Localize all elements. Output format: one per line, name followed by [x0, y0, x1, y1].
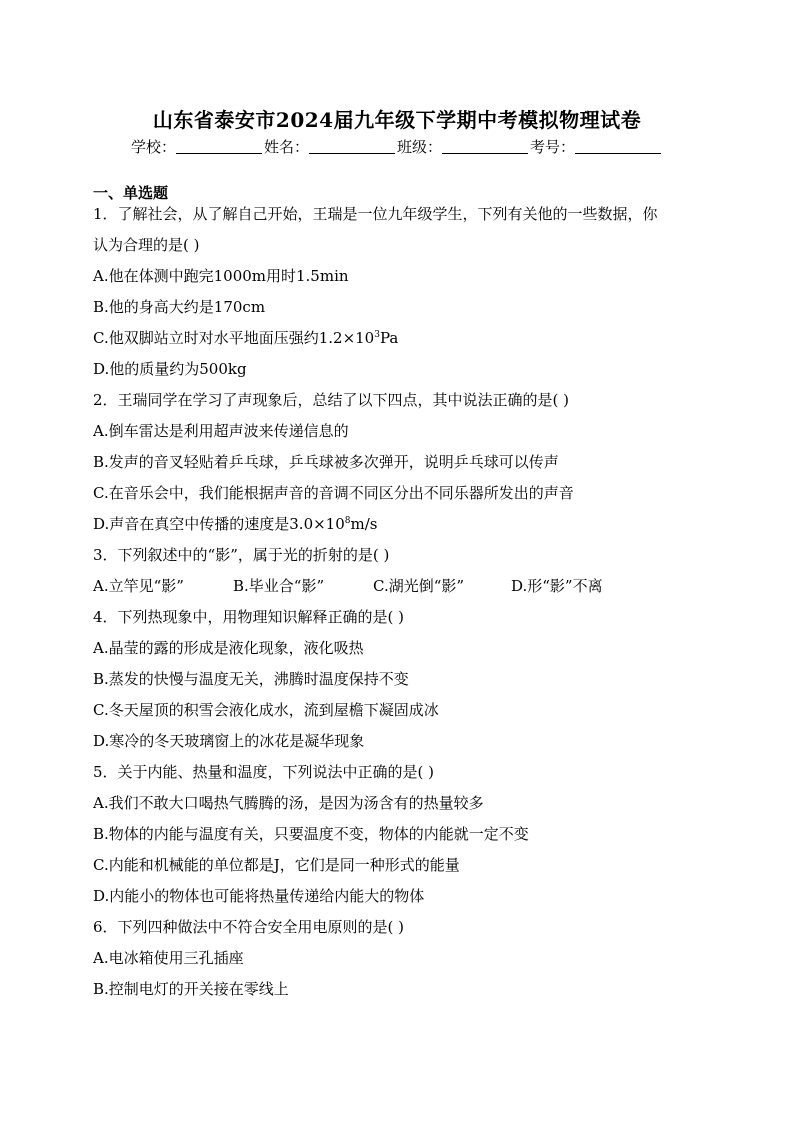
question-3-options — [93, 571, 603, 602]
question-4-option-b: B.蒸发的快慢与温度无关，沸腾时温度保持不变 — [93, 670, 409, 688]
option-d-text: D.声音在真空中传播的速度是3.0×10 — [93, 515, 345, 533]
question-3-option-c: C.湖光倒“影” — [373, 577, 465, 595]
question-5-option-a: A.我们不敢大口喝热气腾腾的汤，是因为汤含有的热量较多 — [93, 794, 484, 812]
question-2-stem: 2．王瑞同学在学习了声现象后，总结了以下四点，其中说法正确的是( ) — [93, 391, 570, 409]
question-3-option-b: B.毕业合“影” — [233, 577, 325, 595]
question-6-stem: 6．下列四种做法中不符合安全用电原则的是( ) — [93, 918, 405, 936]
question-1-stem-line2: 认为合理的是( ) — [93, 236, 200, 254]
question-3-stem: 3．下列叙述中的“影”，属于光的折射的是( ) — [93, 546, 390, 564]
question-1-option-a: A.他在体测中跑完1000m用时1.5min — [93, 267, 349, 285]
question-5-stem: 5．关于内能、热量和温度，下列说法中正确的是( ) — [93, 763, 435, 781]
question-6-option-a: A.电冰箱使用三孔插座 — [93, 949, 244, 967]
question-4-option-c: C.冬天屋顶的积雪会液化成水，流到屋檐下凝固成冰 — [93, 701, 439, 719]
option-d-unit: m/s — [350, 515, 378, 533]
option-c-exponent: 3 — [374, 330, 380, 340]
question-1-option-b: B.他的身高大约是170cm — [93, 298, 266, 316]
question-4-option-d: D.寒冷的冬天玻璃窗上的冰花是凝华现象 — [93, 732, 365, 750]
question-5-option-d: D.内能小的物体也可能将热量传递给内能大的物体 — [93, 887, 425, 905]
question-2-option-b: B.发声的音叉轻贴着乒乓球，乒乓球被多次弹开，说明乒乓球可以传声 — [93, 453, 559, 471]
question-1-option-d: D.他的质量约为500kg — [93, 360, 247, 378]
number-label: 考号： — [530, 138, 576, 156]
option-c-unit: Pa — [379, 329, 399, 347]
exam-title: 山东省泰安市2024届九年级下学期中考模拟物理试卷 — [152, 108, 642, 132]
student-info-line — [0, 136, 794, 157]
number-blank[interactable] — [575, 139, 661, 154]
question-4-option-a: A.晶莹的露的形成是液化现象，液化吸热 — [93, 639, 364, 657]
question-2-option-d — [93, 509, 378, 540]
question-1-option-c — [93, 323, 398, 354]
name-label: 姓名： — [263, 138, 309, 156]
question-3-option-a: A.立竿见“影” — [93, 577, 184, 595]
question-1-stem-line1: 1．了解社会，从了解自己开始，王瑞是一位九年级学生，下列有关他的一些数据，你 — [93, 205, 658, 223]
question-3-option-d: D.形“影”不离 — [511, 577, 603, 595]
option-d-exponent: 8 — [344, 516, 351, 526]
school-blank[interactable] — [176, 139, 262, 154]
name-blank[interactable] — [309, 139, 395, 154]
class-blank[interactable] — [442, 139, 528, 154]
question-5-option-c: C.内能和机械能的单位都是J，它们是同一种形式的能量 — [93, 856, 460, 874]
question-2-option-a: A.倒车雷达是利用超声波来传递信息的 — [93, 422, 349, 440]
class-label: 班级： — [397, 138, 443, 156]
school-label: 学校： — [130, 138, 176, 156]
option-c-text: C.他双脚站立时对水平地面压强约1.2×10 — [93, 329, 375, 347]
question-4-stem: 4．下列热现象中，用物理知识解释正确的是( ) — [93, 608, 405, 626]
question-2-option-c: C.在音乐会中，我们能根据声音的音调不同区分出不同乐器所发出的声音 — [93, 484, 574, 502]
section-title: 一、单选题 — [93, 184, 169, 202]
question-5-option-b: B.物体的内能与温度有关，只要温度不变，物体的内能就一定不变 — [93, 825, 529, 843]
question-6-option-b: B.控制电灯的开关接在零线上 — [93, 980, 289, 998]
